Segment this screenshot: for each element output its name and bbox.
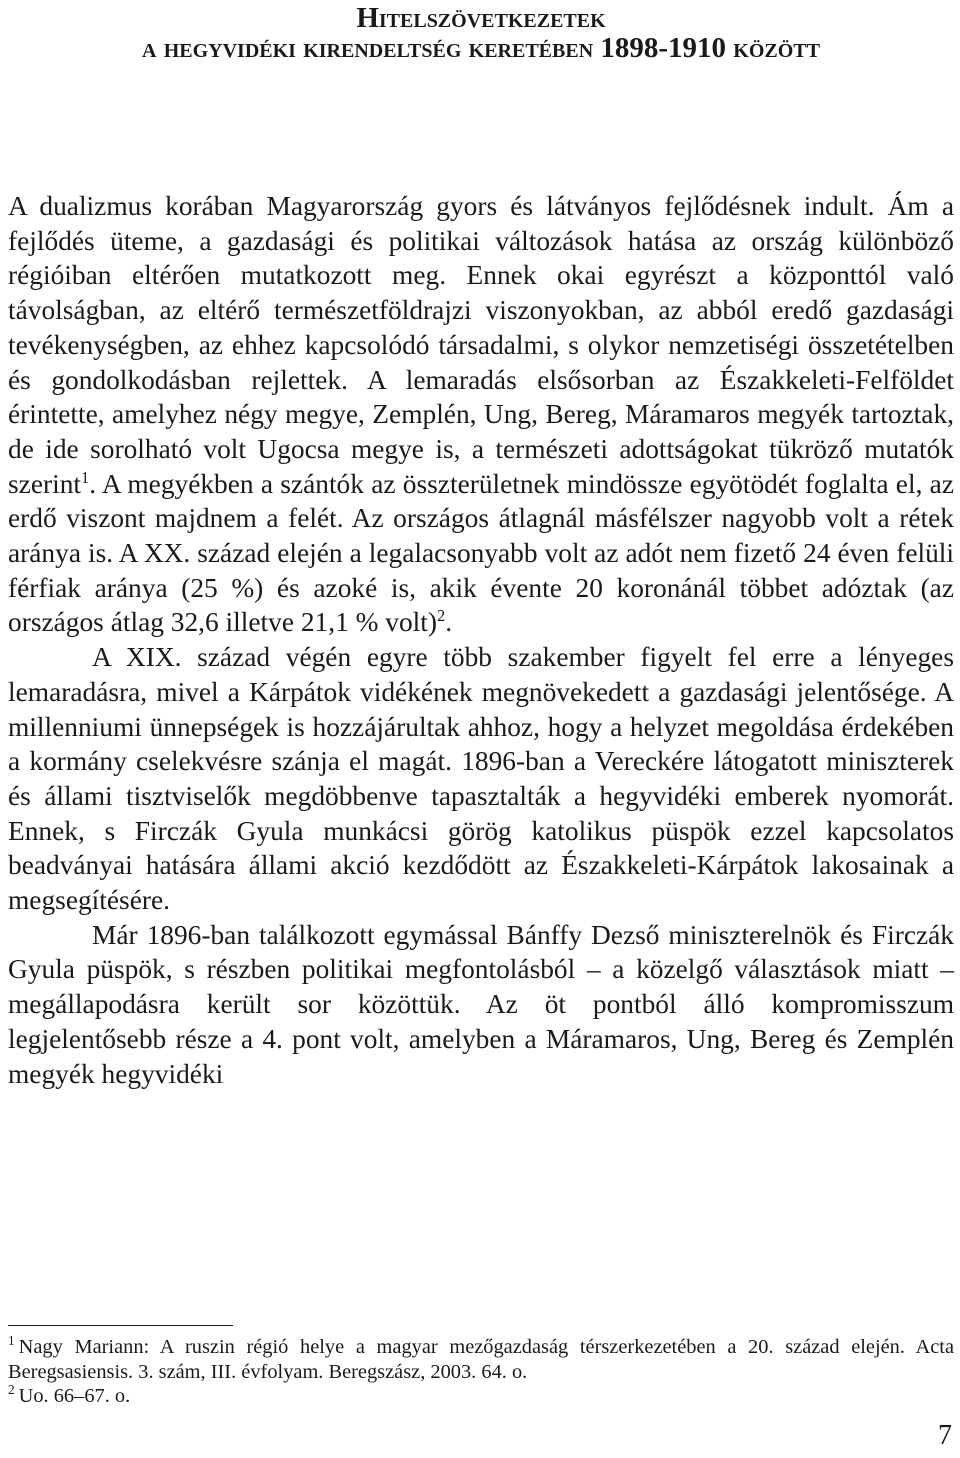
paragraph-3: Már 1896-ban találkozott egymással Bánffy Dezső miniszterelnök és Firczák Gyula püspök, s részben politikai megfontolásból – a közelgő választások miatt – megállapodásra került sor közöttük. Az öt pontból álló kompromisszum legjelentősebb része a 4. pont volt, amelyben a Máramaros, Ung, Bereg és Zemplén megyék hegyvidéki	[8, 919, 954, 1089]
chapter-subtitle: a hegyvidéki kirendeltség keretében 1898-1910 között	[142, 32, 820, 64]
footnote-2	[8, 1384, 954, 1409]
paragraph-1-text-end: .	[445, 607, 453, 638]
footnote-mark-1: 1	[8, 1333, 15, 1349]
footnote-ref-1[interactable]: 1	[81, 467, 90, 487]
page-number: 7	[938, 1420, 952, 1451]
paragraph-1-text-cont: . A megyékben a szántók az összterületnek mindössze egyötödét foglalta el, az erdő viszont majdnem a felét. Az országos átlagnál másfélszer nagyobb volt a rétek aránya is. A XX. század elején a legalacsonyabb volt az adót nem fizető 24 éven felüli férfiak aránya (25 %) és azoké is, akik évente 20 koronánál többet adóztak (az országos átlag 32,6 illetve 21,1 % volt)	[8, 468, 954, 638]
footnote-text-1: Nagy Mariann: A ruszin régió helye a magyar mezőgazdaság térszerkezetében a 20. század elején. Acta Beregsasiensis. 3. szám, III. évfolyam. Beregszász, 2003. 64. o.	[8, 1336, 954, 1383]
footnote-mark-2: 2	[8, 1382, 15, 1398]
footnote-text-2: Uo. 66–67. o.	[18, 1385, 131, 1407]
footnote-1	[8, 1335, 954, 1384]
footnote-divider	[8, 1325, 233, 1326]
chapter-title: Hitelszövetkezetek	[356, 2, 606, 34]
document-page	[8, 0, 954, 1458]
footnote-ref-2[interactable]: 2	[437, 606, 446, 626]
footnotes	[8, 1335, 954, 1409]
paragraph-1-text: A dualizmus korában Magyarország gyors és látványos fejlődésnek indult. Ám a fejlődés üteme, a gazdasági és politikai változások hatása az ország különböző régióiban eltérően mutatkozott meg. Ennek okai egyrészt a központtól való távolságban, az eltérő természetföldrajzi viszonyokban, az abból eredő gazdasági tevékenységben, az ehhez kapcsolódó társadalmi, s olykor nemzetiségi összetételben és gondolkodásban rejlettek. A lemaradás elsősorban az Északkeleti-Felföldet érintette, amelyhez négy megye, Zemplén, Ung, Bereg, Máramaros megyék tartoztak, de ide sorolható volt Ugocsa megye is, a természeti adottságokat tükröző mutatók szerint	[8, 191, 954, 499]
paragraph-1	[8, 189, 954, 640]
paragraph-2: A XIX. század végén egyre több szakember figyelt fel erre a lényeges lemaradásra, mivel a Kárpátok vidékének megnövekedett a gazdasági jelentősége. A millenniumi ünnepségek is hozzájárultak ahhoz, hogy a helyzet megoldása érdekében a kormány cselekvésre szánja el magát. 1896-ban a Vereckére látogatott miniszterek és állami tisztviselők megdöbbenve tapasztalták a hegyvidéki emberek nyomorát. Ennek, s Firczák Gyula munkácsi görög katolikus püspök ezzel kapcsolatos beadványai hatására állami akció kezdődött az Északkeleti-Kárpátok lakosainak a megsegítésére.	[8, 642, 954, 916]
body-text	[8, 189, 954, 1091]
